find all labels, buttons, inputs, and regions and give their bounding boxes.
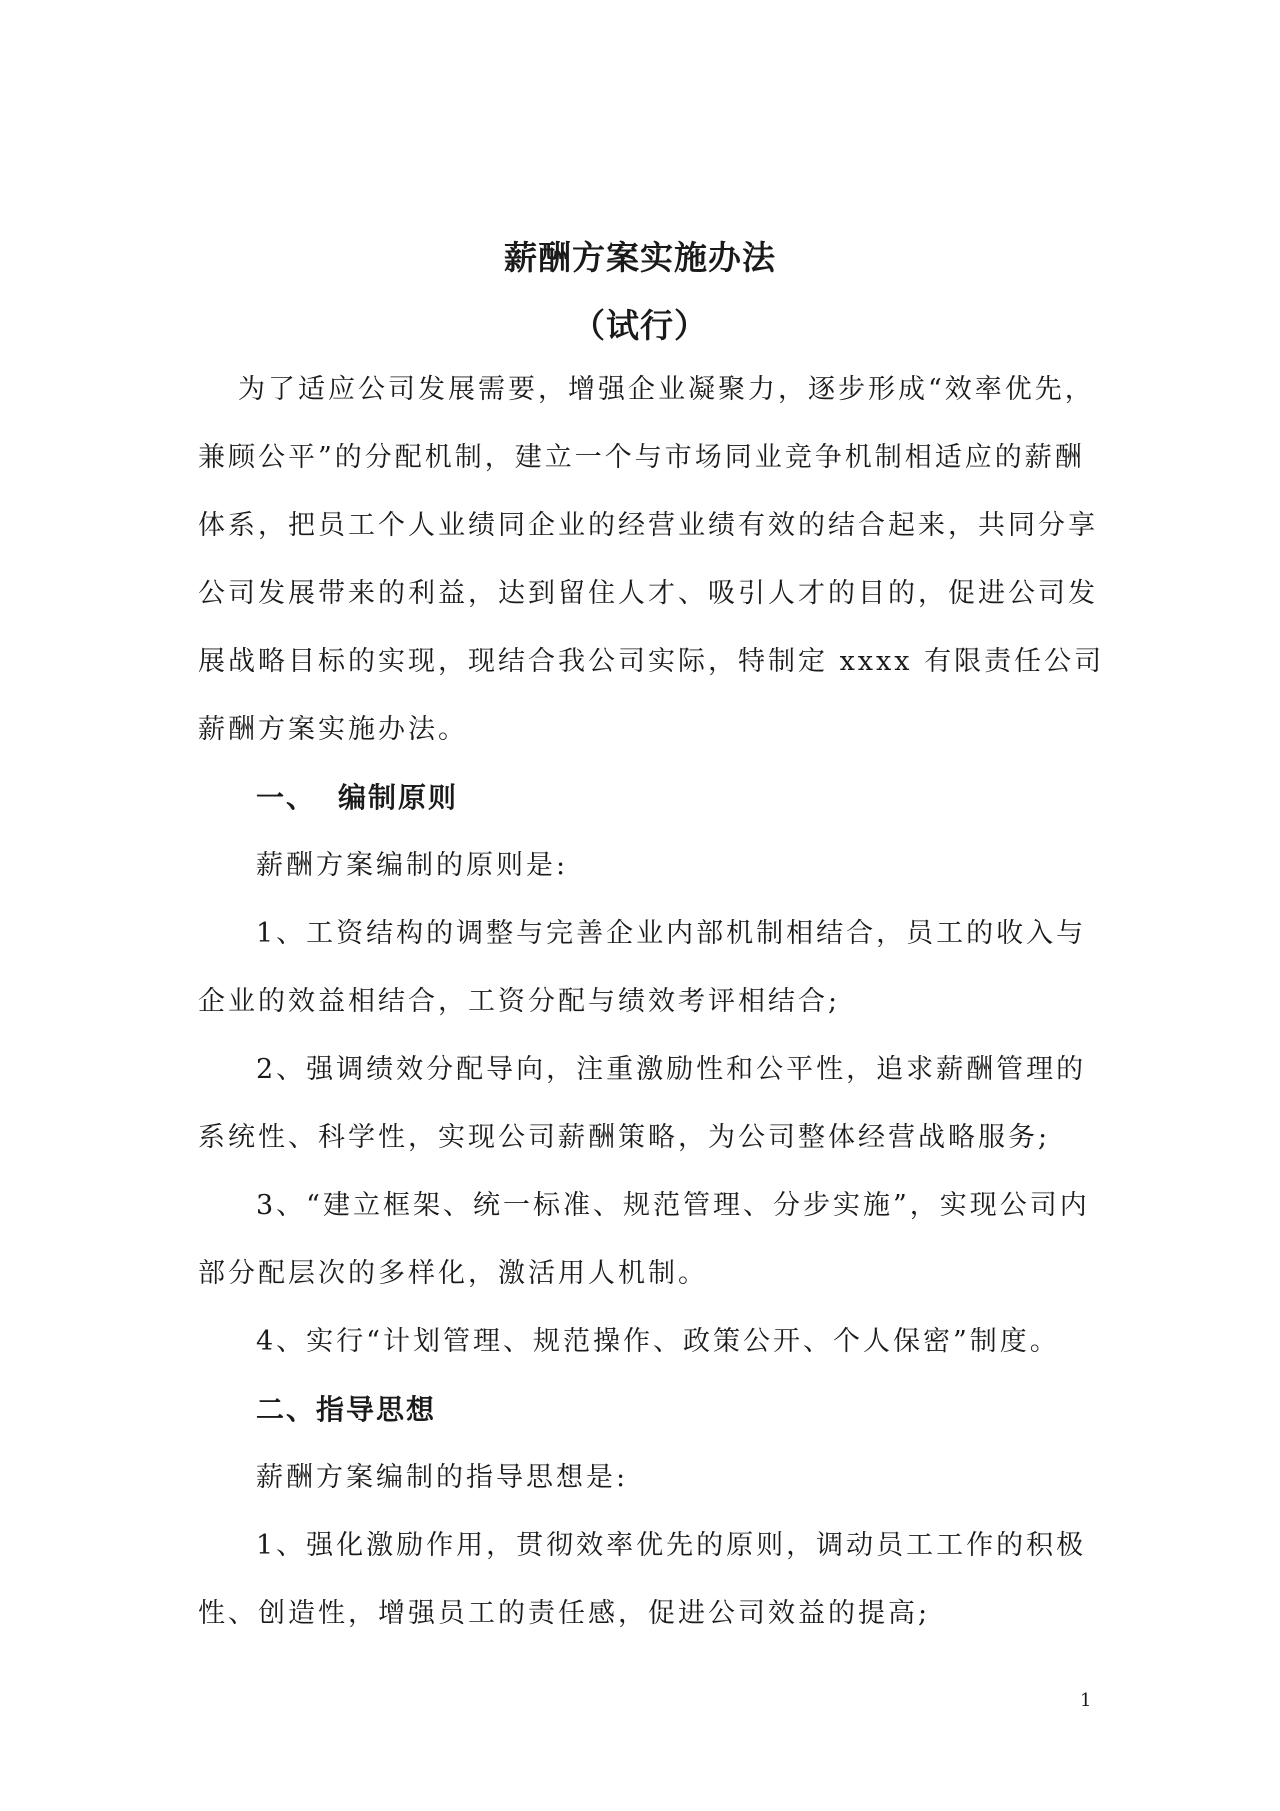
principle-line: 部分配层次的多样化，激活用人机制。 [198, 1258, 708, 1289]
principle-line: 2、强调绩效分配导向，注重激励性和公平性，追求薪酬管理的 [256, 1054, 1087, 1085]
principle-line: 系统性、科学性，实现公司薪酬策略，为公司整体经营战略服务; [198, 1122, 1051, 1153]
intro-line: 薪酬方案实施办法。 [198, 714, 468, 745]
principle-line: 4、实行“计划管理、规范操作、政策公开、个人保密”制度。 [256, 1326, 1060, 1357]
document-subtitle: （试行） [572, 306, 708, 345]
intro-line: 展战略目标的实现，现结合我公司实际，特制定 xxxx 有限责任公司 [198, 646, 1105, 677]
section-heading: 二、指导思想 [256, 1393, 437, 1426]
section-lead: 薪酬方案编制的指导思想是: [256, 1462, 629, 1493]
document-title: 薪酬方案实施办法 [504, 238, 776, 277]
intro-line: 体系，把员工个人业绩同企业的经营业绩有效的结合起来，共同分享 [198, 510, 1098, 541]
principle-line: 企业的效益相结合，工资分配与绩效考评相结合; [198, 986, 841, 1017]
section-heading: 编制原则 [338, 781, 459, 814]
page-number: 1 [1080, 1690, 1092, 1711]
guideline-line: 1、强化激励作用，贯彻效率优先的原则，调动员工工作的积极 [256, 1530, 1087, 1561]
intro-line: 为了适应公司发展需要，增强企业凝聚力，逐步形成“效率优先， [238, 374, 1095, 405]
principle-line: 3、“建立框架、统一标准、规范管理、分步实施”，实现公司内 [256, 1190, 1090, 1221]
guideline-line: 性、创造性，增强员工的责任感，促进公司效益的提高; [198, 1598, 931, 1629]
section-lead: 薪酬方案编制的原则是: [256, 850, 569, 881]
section-heading-number: 一、 [256, 781, 317, 814]
principle-line: 1、工资结构的调整与完善企业内部机制相结合，员工的收入与 [256, 918, 1087, 949]
intro-line: 兼顾公平”的分配机制，建立一个与市场同业竞争机制相适应的薪酬 [198, 442, 1085, 473]
intro-line: 公司发展带来的利益，达到留住人才、吸引人才的目的，促进公司发 [198, 578, 1098, 609]
